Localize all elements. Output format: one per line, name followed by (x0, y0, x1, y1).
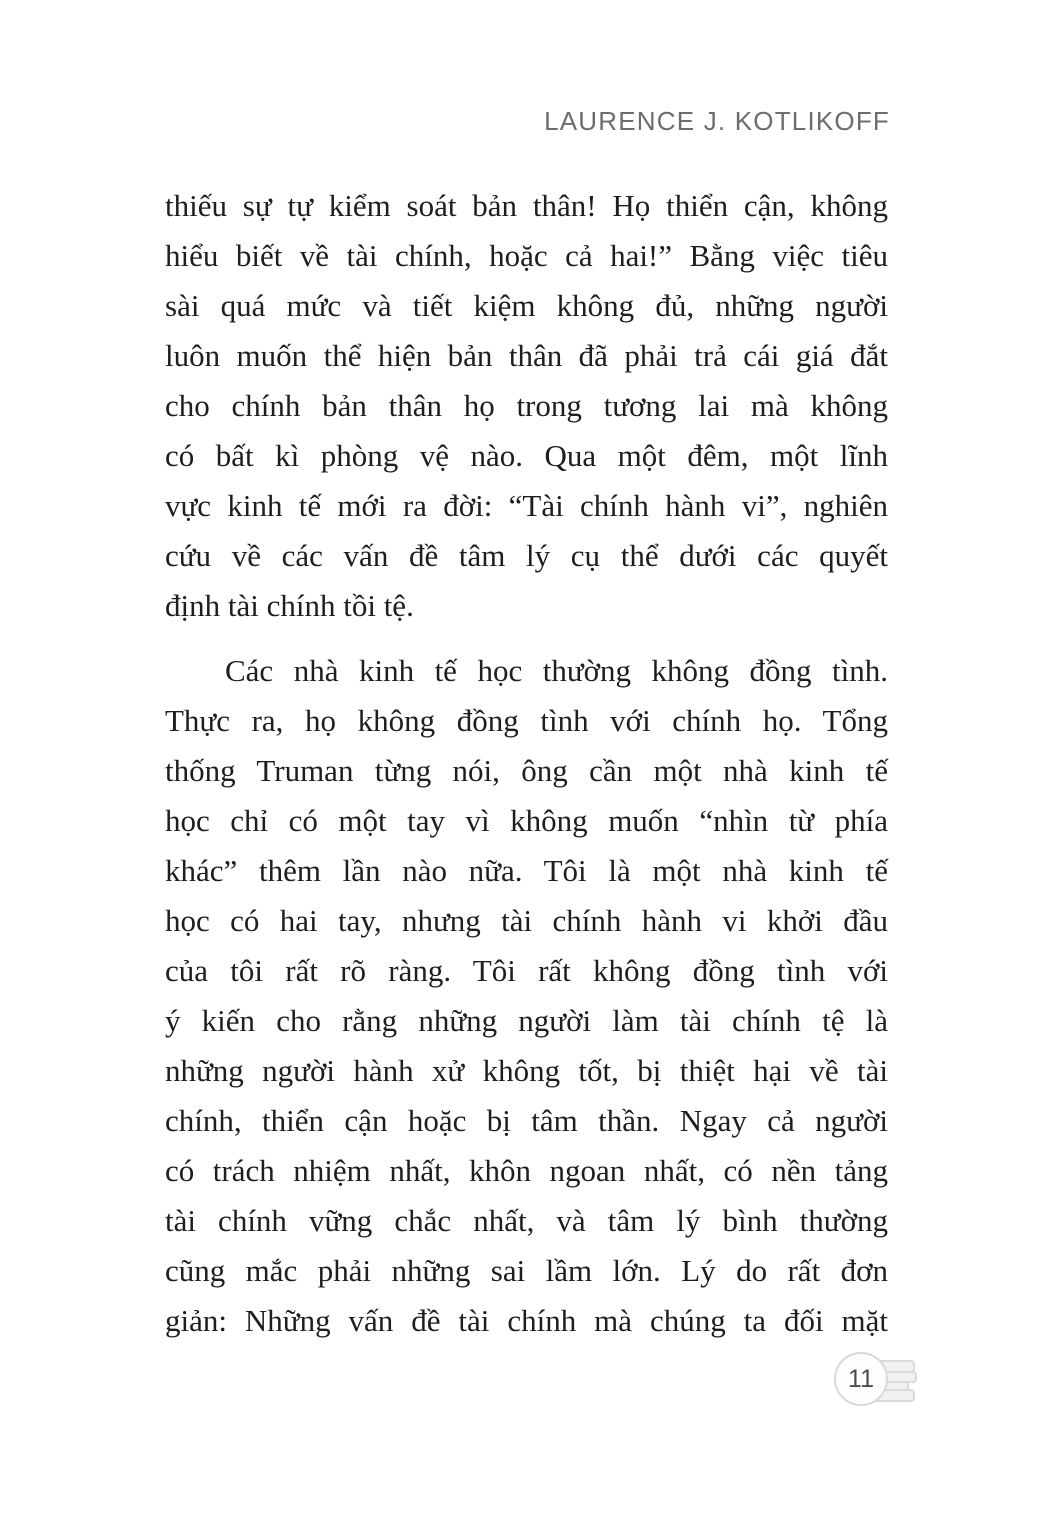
text-line: học chỉ có một tay vì không muốn “nhìn từ phía (165, 803, 888, 838)
page-footer (834, 1352, 920, 1408)
text-line: sài quá mức và tiết kiệm không đủ, những người (165, 288, 888, 323)
paragraph (165, 646, 888, 1346)
text-line: cứu về các vấn đề tâm lý cụ thể dưới các quyết (165, 538, 888, 573)
text-line: cho chính bản thân họ trong tương lai mà không (165, 388, 888, 423)
text-line: chính, thiển cận hoặc bị tâm thần. Ngay cả người (165, 1103, 888, 1138)
text-line: có bất kì phòng vệ nào. Qua một đêm, một lĩnh (165, 438, 888, 473)
text-line: định tài chính tồi tệ. (165, 588, 414, 623)
text-line: Các nhà kinh tế học thường không đồng tình. (225, 653, 888, 688)
text-line: thống Truman từng nói, ông cần một nhà kinh tế (165, 753, 888, 788)
text-line: vực kinh tế mới ra đời: “Tài chính hành vi”, nghiên (165, 488, 888, 523)
text-line: những người hành xử không tốt, bị thiệt hại về tài (165, 1053, 888, 1088)
text-line: giản: Những vấn đề tài chính mà chúng ta đối mặt (165, 1303, 888, 1338)
text-line: có trách nhiệm nhất, khôn ngoan nhất, có nền tảng (165, 1153, 888, 1188)
text-line: khác” thêm lần nào nữa. Tôi là một nhà kinh tế (165, 853, 888, 888)
text-line: ý kiến cho rằng những người làm tài chính tệ là (165, 1003, 888, 1038)
page-number-badge (834, 1352, 888, 1406)
text-line: hiểu biết về tài chính, hoặc cả hai!” Bằng việc tiêu (165, 238, 888, 273)
text-line: tài chính vững chắc nhất, và tâm lý bình thường (165, 1203, 888, 1238)
paragraph (165, 181, 888, 631)
running-header: LAURENCE J. KOTLIKOFF (544, 106, 890, 136)
text-line: của tôi rất rõ ràng. Tôi rất không đồng tình với (165, 953, 888, 988)
text-line: luôn muốn thể hiện bản thân đã phải trả cái giá đắt (165, 338, 888, 373)
text-line: thiếu sự tự kiểm soát bản thân! Họ thiển cận, không (165, 188, 888, 223)
text-line: cũng mắc phải những sai lầm lớn. Lý do rất đơn (165, 1253, 888, 1288)
text-line: Thực ra, họ không đồng tình với chính họ. Tổng (165, 703, 888, 738)
text-block (165, 181, 888, 1346)
text-line: học có hai tay, nhưng tài chính hành vi khởi đầu (165, 903, 888, 938)
page-number: 11 (848, 1364, 874, 1393)
